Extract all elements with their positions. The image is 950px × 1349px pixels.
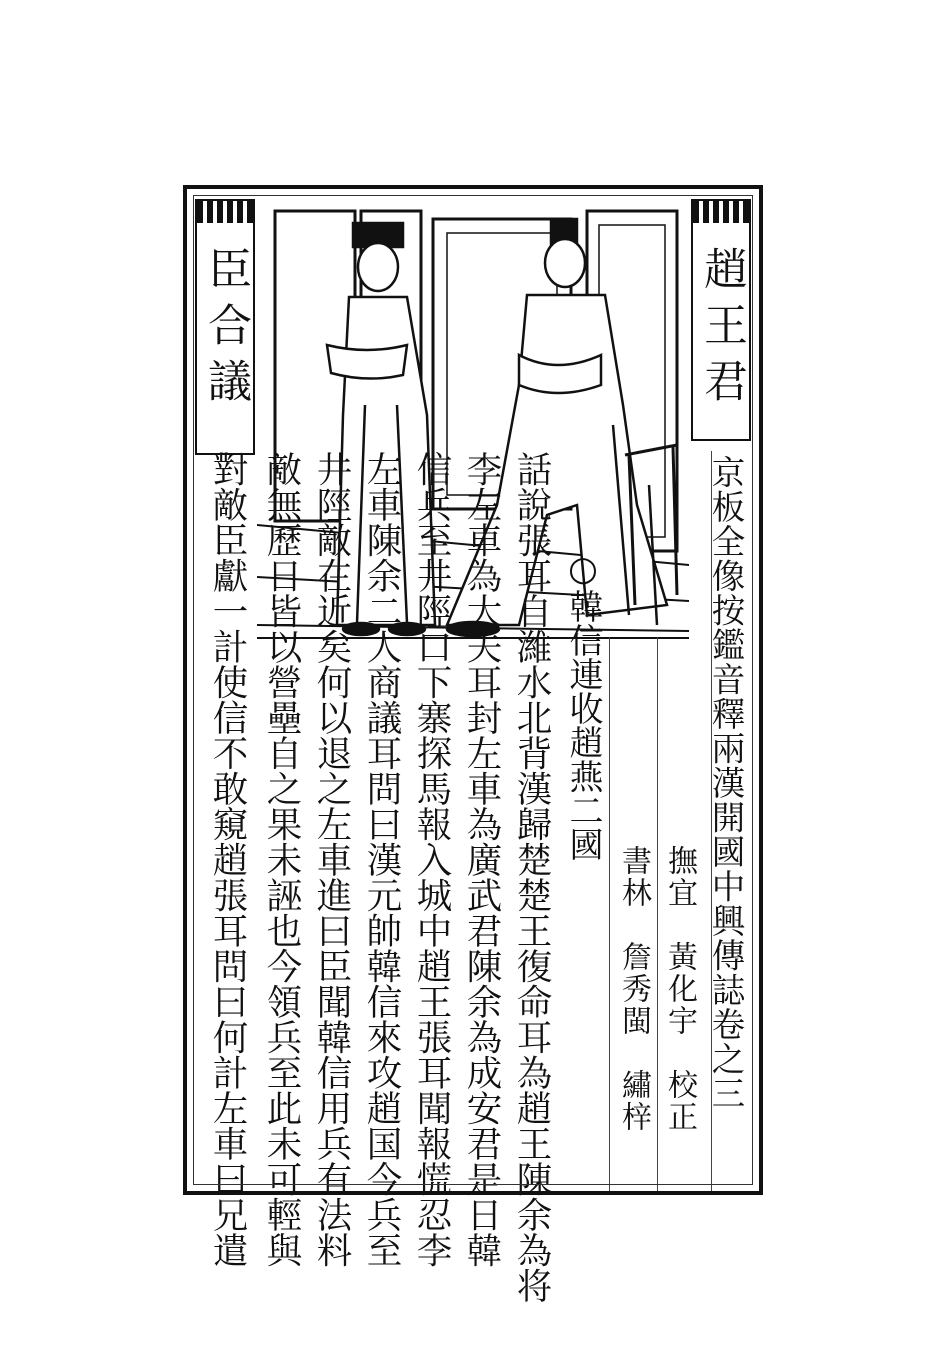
caption-text-left: 臣合議 — [200, 246, 251, 414]
chapter-heading: ○韓信連收趙燕二國 — [563, 549, 603, 861]
body-text-column: 對敵臣獻一計使信不敢窺趙張耳問曰何計左車曰兄遣 — [207, 451, 248, 1268]
book-page — [183, 185, 763, 1303]
body-text-column: 李左車為大夫耳封左車為廣武君陳余為成安君是日韓 — [461, 451, 502, 1268]
caption-panel-left — [195, 199, 255, 455]
caption-ornament-top — [693, 201, 749, 223]
caption-text-right: 趙王君 — [696, 246, 747, 414]
body-text-column: 井陘敵在近矣何以退之左車進曰臣聞韓信用兵有法料 — [311, 451, 352, 1268]
caption-ornament-top — [197, 201, 253, 223]
proofreader-column: 撫宜 黃化宇 校正 — [662, 845, 697, 1133]
column-rule — [609, 637, 610, 1191]
caption-panel-right — [691, 199, 751, 441]
book-title-column: 京板全像按鑑音釋兩漢開國中興傳誌卷之三 — [706, 455, 745, 1111]
body-text-column: 左車陳余二人商議耳問曰漢元帥韓信來攻趙国今兵至 — [361, 451, 402, 1268]
body-text-column: 敵無歷日皆以營壘自之果未誣也今領兵至此未可輕與 — [261, 451, 302, 1268]
printer-column: 書林 詹秀閩 繡梓 — [616, 845, 651, 1133]
body-text-column: 話說張耳自濰水北背漢歸楚楚王復命耳為趙王陳余為将 — [511, 451, 552, 1303]
body-text-column: 信兵至井陘口下寨探馬報入城中趙王張耳聞報慌忍李 — [411, 451, 452, 1268]
